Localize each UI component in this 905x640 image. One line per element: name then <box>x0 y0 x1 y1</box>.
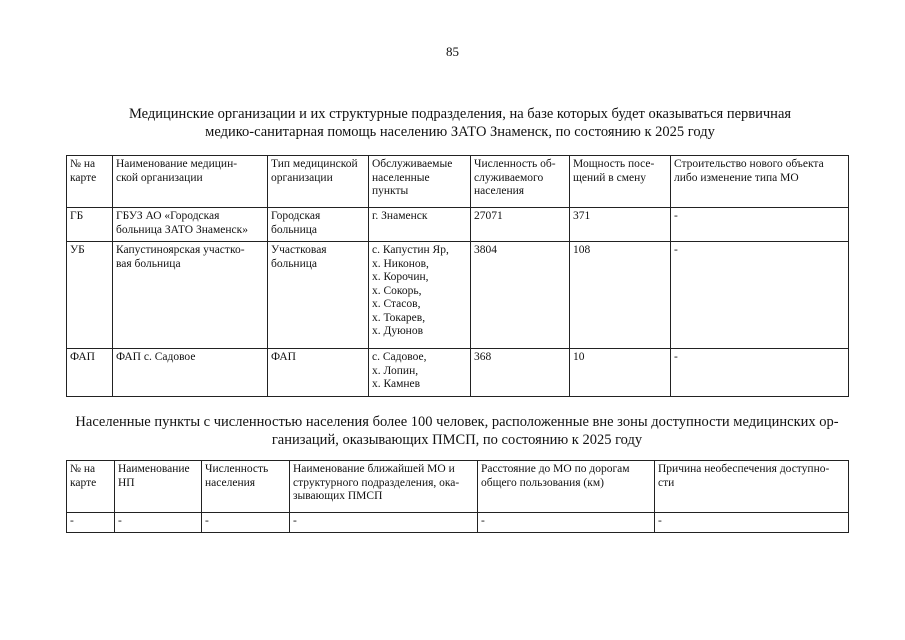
table-cell: ГБУЗ АО «Городская больница ЗАТО Знаменск» <box>113 208 268 242</box>
table-cell: с. Капустин Яр, х. Никонов, х. Корочин, х. Сокорь, х. Стасов, х. Токарев, х. Дуюнов <box>369 242 471 349</box>
header-cell: Причина необеспечения доступно- сти <box>655 461 849 513</box>
header-cell: № на карте <box>67 461 115 513</box>
table-cell: 3804 <box>471 242 570 349</box>
page-number: 85 <box>446 44 459 59</box>
header-cell: № на карте <box>67 156 113 208</box>
table-cell: - <box>671 349 849 397</box>
table-row <box>67 242 849 349</box>
table1-title <box>100 105 820 141</box>
table2-title-line2: ганизаций, оказывающих ПМСП, по состоянию к 2025 году <box>271 432 643 448</box>
table-cell: - <box>202 513 290 533</box>
header-cell: Тип медицинской организации <box>268 156 369 208</box>
table-cell: 368 <box>471 349 570 397</box>
header-cell: Численность об- служиваемого населения <box>471 156 570 208</box>
table2-title-line1: Населенные пункты с численностью населения более 100 человек, расположенные вне зоны доступности медицинских ор- <box>75 414 839 430</box>
table-header-row <box>67 156 849 208</box>
table-cell: г. Знаменск <box>369 208 471 242</box>
table-cell: УБ <box>67 242 113 349</box>
table-cell: с. Садовое, х. Лопин, х. Камнев <box>369 349 471 397</box>
table-header-row <box>67 461 849 513</box>
table-cell: ФАП <box>268 349 369 397</box>
table-cell: - <box>115 513 202 533</box>
header-cell: Строительство нового объекта либо изменение типа МО <box>671 156 849 208</box>
table-cell: 27071 <box>471 208 570 242</box>
table-cell: - <box>655 513 849 533</box>
settlements-outside-access-table <box>66 460 849 533</box>
header-cell: Наименование медицин- ской организации <box>113 156 268 208</box>
table-cell: ФАП <box>67 349 113 397</box>
table-cell: - <box>290 513 478 533</box>
table-cell: - <box>671 242 849 349</box>
table-cell: ФАП с. Садовое <box>113 349 268 397</box>
medical-organizations-table <box>66 155 849 397</box>
table-cell: 108 <box>570 242 671 349</box>
table1-title-line2: медико-санитарная помощь населению ЗАТО Знаменск, по состоянию к 2025 году <box>205 124 715 140</box>
table1-title-line1: Медицинские организации и их структурные подразделения, на базе которых будет оказываться первичная <box>128 106 792 122</box>
header-cell: Мощность посе- щений в смену <box>570 156 671 208</box>
header-cell: Наименование ближайшей МО и структурного подразделения, ока- зывающих ПМСП <box>290 461 478 513</box>
table-cell: - <box>478 513 655 533</box>
table-cell: Капустиноярская участко- вая больница <box>113 242 268 349</box>
table2-title <box>62 413 852 449</box>
table-cell: 10 <box>570 349 671 397</box>
header-cell: Численность населения <box>202 461 290 513</box>
header-cell: Расстояние до МО по дорогам общего пользования (км) <box>478 461 655 513</box>
table-cell: - <box>67 513 115 533</box>
table-row <box>67 513 849 533</box>
table-row <box>67 349 849 397</box>
table-cell: Участковая больница <box>268 242 369 349</box>
header-cell: Обслуживаемые населенные пункты <box>369 156 471 208</box>
table-row <box>67 208 849 242</box>
table-cell: 371 <box>570 208 671 242</box>
table-cell: Городская больница <box>268 208 369 242</box>
header-cell: Наименование НП <box>115 461 202 513</box>
table-cell: - <box>671 208 849 242</box>
table-cell: ГБ <box>67 208 113 242</box>
